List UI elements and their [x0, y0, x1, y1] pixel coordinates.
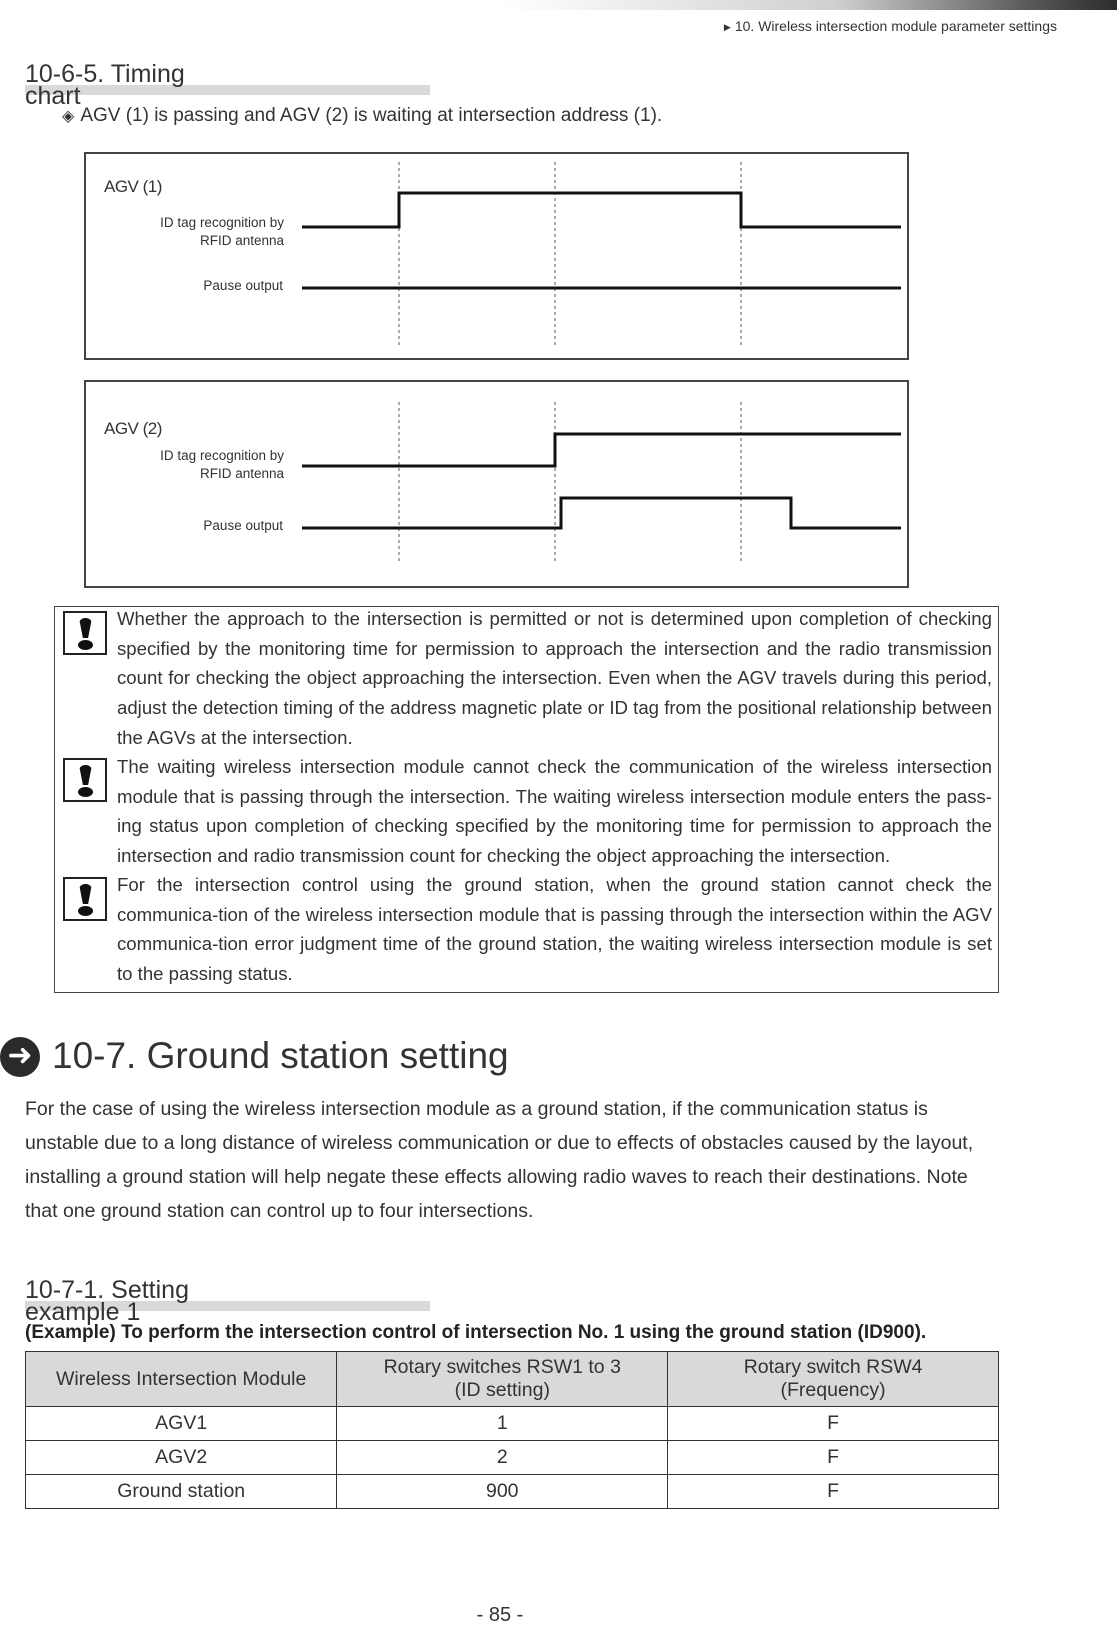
table-header-row — [26, 1352, 999, 1407]
notes-box — [54, 606, 999, 993]
timing-chart-agv1-svg — [86, 154, 911, 362]
caution-icon — [63, 877, 107, 921]
caution-icon — [63, 611, 107, 655]
settings-table — [25, 1351, 999, 1509]
table-row — [26, 1441, 999, 1475]
diamond-bullet-icon: ◈ — [62, 108, 75, 125]
agv1-rfid-waveform — [302, 193, 901, 227]
breadcrumb-text: 10. Wireless intersection module parameter settings — [734, 18, 1057, 34]
timing-intro: ◈ AGV (1) is passing and AGV (2) is waiting at intersection address (1). — [62, 105, 663, 126]
timing-chart-agv1 — [84, 152, 909, 360]
agv2-signal1-label: ID tag recognition by — [160, 448, 284, 463]
table-row — [26, 1475, 999, 1509]
note-1: Whether the approach to the intersection is permitted or not is determined upon completion of checking specified by the monitoring time for permission to approach the intersection and the radio transmission count for checking the object approaching the intersection. Even when the AGV travels during this period, adjust the detection timing of the address magnetic plate or ID tag from the positional relationship between the AGVs at the intersection. — [117, 608, 992, 748]
agv2-signal1-label2: RFID antenna — [199, 466, 284, 481]
timing-chart-agv2 — [84, 380, 909, 588]
triangle-icon: ▶ — [723, 22, 731, 32]
breadcrumb — [724, 18, 1057, 34]
agv1-signal2-label: Pause output — [203, 278, 283, 293]
header-gradient-bar — [0, 0, 1117, 10]
ground-station-paragraph: For the case of using the wireless intersection module as a ground station, if the communication status is unstable due to a long distance of wireless communication or due to effects of obstacles caused by the layout, installing a ground station will help negate these effects allowing radio waves to reach their destinations. Note that one ground station can control up to four intersections. — [25, 1098, 974, 1222]
table-cell: 900 — [337, 1475, 668, 1509]
table-cell: AGV1 — [26, 1407, 337, 1441]
agv2-pause-waveform — [302, 498, 901, 528]
note-2: The waiting wireless intersection module cannot check the communication of the wireless intersection module that is passing through the intersection. The waiting wireless intersection module enters the pass-ing status upon completion of checking specified by the monitoring time for permission to approach the intersection and radio transmission count for checking the object approaching the intersection. — [117, 756, 992, 867]
table-header: Wireless Intersection Module — [26, 1352, 337, 1407]
table-cell: F — [668, 1441, 999, 1475]
table-header: Rotary switches RSW1 to 3 (ID setting) — [337, 1352, 668, 1407]
page-number: - 85 - — [476, 1604, 524, 1626]
example-caption: (Example) To perform the intersection control of intersection No. 1 using the ground station (ID900). — [25, 1322, 927, 1343]
table-cell: F — [668, 1407, 999, 1441]
agv1-signal1-label: ID tag recognition by — [160, 215, 284, 230]
agv2-rfid-waveform — [302, 434, 901, 466]
ground-station-heading: ➜ 10-7. Ground station setting — [0, 1035, 509, 1077]
setting-example-heading: 10-7-1. Setting example 1 — [25, 1279, 430, 1311]
agv1-signal1-label2: RFID antenna — [199, 233, 284, 248]
arrow-right-icon: ➜ — [0, 1037, 40, 1077]
caution-icon — [63, 758, 107, 802]
table-cell: Ground station — [26, 1475, 337, 1509]
table-cell: AGV2 — [26, 1441, 337, 1475]
timing-chart-agv2-svg — [86, 382, 911, 590]
table-row — [26, 1407, 999, 1441]
table-header: Rotary switch RSW4 (Frequency) — [668, 1352, 999, 1407]
table-cell: 2 — [337, 1441, 668, 1475]
agv2-signal2-label: Pause output — [203, 518, 283, 533]
table-cell: 1 — [337, 1407, 668, 1441]
table-cell: F — [668, 1475, 999, 1509]
agv1-title: AGV (1) — [104, 177, 162, 196]
note-3: For the intersection control using the ground station, when the ground station cannot check the communica-tion of the wireless intersection module that is passing through the intersection within the AGV communica-tion error judgment time of the ground station, the waiting wireless intersection module is set to the passing status. — [117, 874, 992, 985]
timing-chart-heading: 10-6-5. Timing chart — [25, 63, 430, 95]
agv2-title: AGV (2) — [104, 419, 162, 438]
